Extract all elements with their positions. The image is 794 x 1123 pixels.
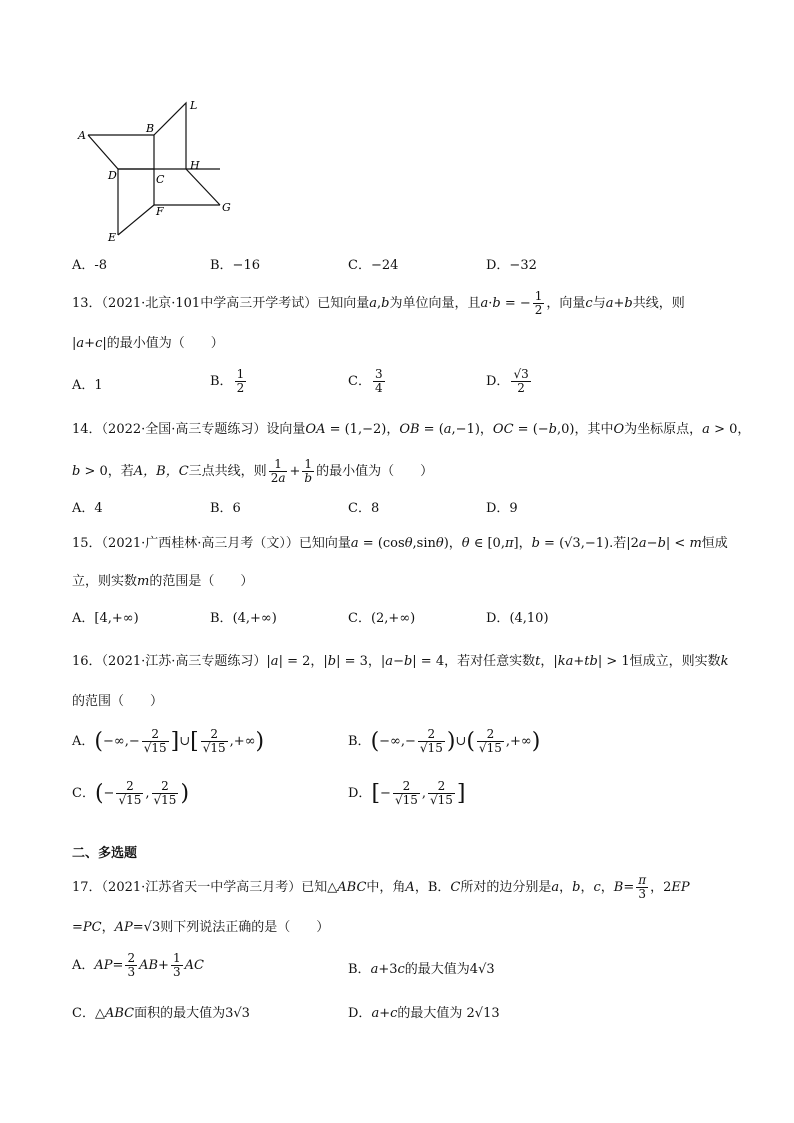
label-e: E [108, 231, 117, 244]
line-hg [186, 169, 220, 205]
quad-abcd [88, 135, 154, 169]
q14-stem-line2: b > 0，若A，B，C三点共线，则 $\frac{1}{2a}$ + $\frac{1}{b}$ 的最小值为（ ） [72, 457, 434, 485]
q14-option-b[interactable]: B．6 [210, 501, 241, 516]
label-d: D [108, 169, 117, 182]
label-a: A [78, 129, 86, 142]
q14-stem: 14．（2022·全国·高三专题练习）设向量OA = (1,−2)，OB = (a,−1)，OC = (−b,0)，其中O为坐标原点，a > 0， [72, 422, 751, 437]
q14-option-c[interactable]: C．8 [348, 501, 380, 516]
label-f: F [156, 205, 164, 218]
q13-option-c[interactable]: C． $\frac{3}{4}$ [348, 367, 383, 395]
q16-option-b[interactable]: B．(−∞,− $\frac{2}{√15}$ )∪( $\frac{2}{√15}$ ,+∞) [348, 727, 541, 755]
q15-option-d[interactable]: D．(4,10) [486, 611, 549, 626]
label-g: G [222, 201, 231, 214]
q12-option-c[interactable]: C．−24 [348, 258, 399, 273]
q15-option-c[interactable]: C．(2,+∞) [348, 611, 416, 626]
label-c: C [156, 173, 165, 186]
label-h: H [190, 159, 200, 172]
q15-option-a[interactable]: A．[4,+∞) [72, 611, 139, 626]
section-title: 二、多选题 [72, 846, 138, 861]
q16-option-a[interactable]: A．(−∞,− $\frac{2}{√15}$ ]∪[ $\frac{2}{√15}$ ,+∞) [72, 727, 265, 755]
q13-option-d[interactable]: D． $\frac{√3}{2}$ [486, 367, 529, 395]
q13-stem-line2: |a+c|的最小值为（ ） [72, 336, 224, 351]
q12-option-b[interactable]: B．−16 [210, 258, 260, 273]
q15-stem: 15．（2021·广西桂林·高三月考（文））已知向量a = (cosθ,sinθ)，θ ∈ [0,π]，b = (√3,−1).若|2a−b| < m恒成 [72, 536, 728, 551]
q12-option-d[interactable]: D．−32 [486, 258, 537, 273]
q17-option-d[interactable]: D．a+c的最大值为 2√13 [348, 1006, 500, 1021]
q15-option-b[interactable]: B．(4,+∞) [210, 611, 277, 626]
q13-stem: 13．（2021·北京·101中学高三开学考试）已知向量a,b为单位向量，且a·b = − $\frac{1}{2}$ ，向量c与a+b共线，则 [72, 289, 685, 317]
q13-option-b[interactable]: B． $\frac{1}{2}$ [210, 367, 245, 395]
q16-option-d[interactable]: D．[− $\frac{2}{√15}$ , $\frac{2}{√15}$ ] [348, 779, 466, 807]
q13-option-a[interactable]: A．1 [72, 378, 103, 393]
q17-option-a[interactable]: A．AP= $\frac{2}{3}$ AB+ $\frac{1}{3}$ AC [72, 951, 204, 979]
line-ef [118, 205, 154, 235]
q12-option-a[interactable]: A．-8 [72, 258, 108, 273]
q17-stem: 17．（2021·江苏省天一中学高三月考）已知△ABC中，角A，B．C所对的边分别是a，b，c，B= $\frac{\pi}{3}$ ，2EP [72, 873, 690, 901]
q17-option-b[interactable]: B．a+3c的最大值为4√3 [348, 962, 495, 977]
quad-blh [154, 103, 186, 169]
label-b: B [146, 122, 155, 135]
q16-stem: 16．（2021·江苏·高三专题练习）|a| = 2，|b| = 3，|a−b| = 4，若对任意实数t，|ka+tb| > 1恒成立，则实数k [72, 654, 729, 669]
label-l: L [190, 99, 198, 112]
q16-option-c[interactable]: C．(− $\frac{2}{√15}$ , $\frac{2}{√15}$ ) [72, 779, 190, 807]
geometry-figure [70, 95, 250, 245]
q17-option-c[interactable]: C．△ABC面积的最大值为3√3 [72, 1006, 250, 1021]
q16-stem-line2: 的范围（ ） [72, 694, 164, 709]
q14-option-d[interactable]: D．9 [486, 501, 518, 516]
q17-stem-line2: =PC，AP=√3则下列说法正确的是（ ） [72, 920, 330, 935]
q14-option-a[interactable]: A．4 [72, 501, 103, 516]
q15-stem-line2: 立，则实数m的范围是（ ） [72, 574, 254, 589]
